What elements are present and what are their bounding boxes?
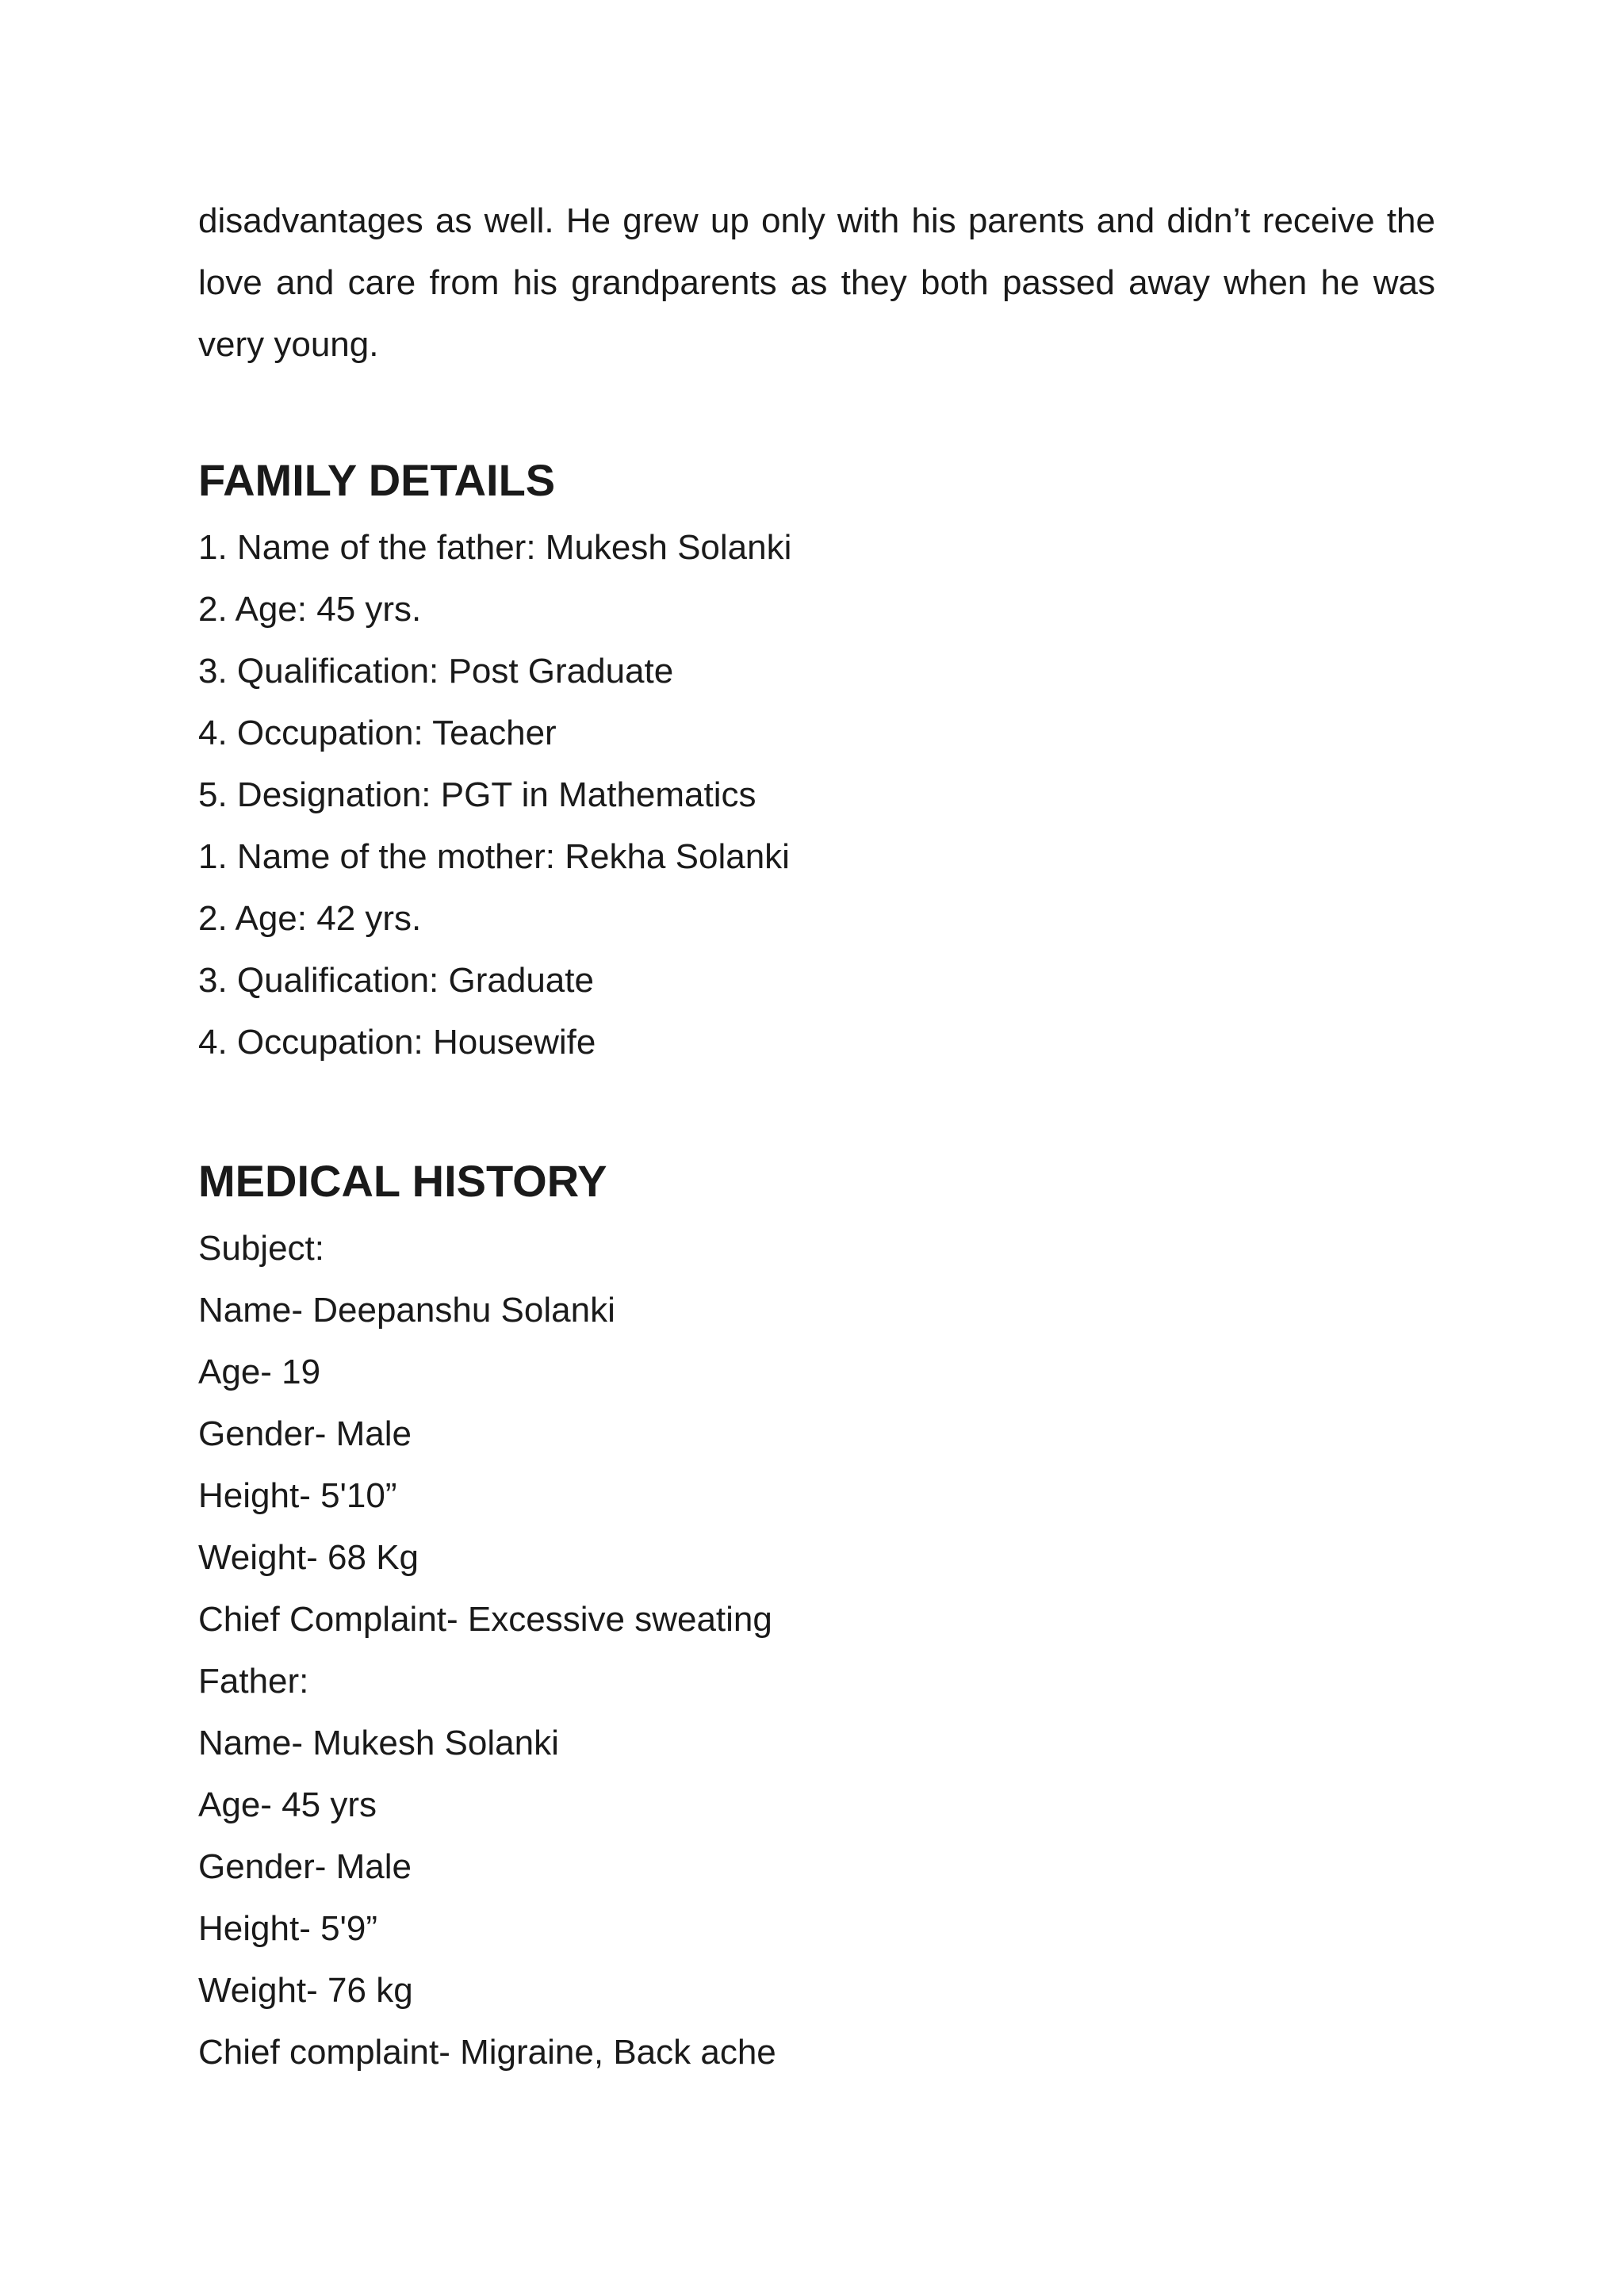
family-details-list — [198, 517, 1435, 1073]
medical-history-item: Weight- 76 kg — [198, 1971, 413, 2010]
medical-history-item: Height- 5'10” — [198, 1476, 397, 1515]
medical-history-item: Chief Complaint- Excessive sweating — [198, 1600, 772, 1639]
family-detail-item: 1. Name of the mother: Rekha Solanki — [198, 837, 790, 876]
family-detail-item: 4. Occupation: Teacher — [198, 714, 557, 752]
family-detail-item: 3. Qualification: Graduate — [198, 961, 594, 1000]
document-content — [198, 190, 1435, 2084]
medical-history-item: Subject: — [198, 1229, 324, 1268]
medical-history-item: Father: — [198, 1662, 309, 1701]
medical-history-item: Age- 45 yrs — [198, 1785, 377, 1824]
medical-history-item: Weight- 68 Kg — [198, 1538, 419, 1577]
medical-history-list — [198, 1218, 1435, 2084]
family-detail-item: 3. Qualification: Post Graduate — [198, 652, 674, 691]
medical-history-item: Gender- Male — [198, 1847, 412, 1886]
medical-history-item: Name- Mukesh Solanki — [198, 1724, 559, 1762]
family-details-heading: FAMILY DETAILS — [198, 455, 556, 505]
medical-history-item: Chief complaint- Migraine, Back ache — [198, 2033, 776, 2072]
family-detail-item: 5. Designation: PGT in Mathematics — [198, 775, 756, 814]
family-detail-item: 4. Occupation: Housewife — [198, 1023, 596, 1062]
medical-history-item: Name- Deepanshu Solanki — [198, 1291, 615, 1330]
medical-history-item: Gender- Male — [198, 1414, 412, 1453]
family-detail-item: 1. Name of the father: Mukesh Solanki — [198, 528, 792, 567]
family-detail-item: 2. Age: 45 yrs. — [198, 590, 422, 629]
family-detail-item: 2. Age: 42 yrs. — [198, 899, 422, 938]
intro-paragraph: disadvantages as well. He grew up only with his parents and didn’t receive the love and care from his grandparents as they both passed away when he was very young. — [198, 201, 1435, 364]
medical-history-item: Age- 19 — [198, 1353, 321, 1391]
medical-history-heading: MEDICAL HISTORY — [198, 1156, 607, 1206]
medical-history-item: Height- 5'9” — [198, 1909, 378, 1948]
